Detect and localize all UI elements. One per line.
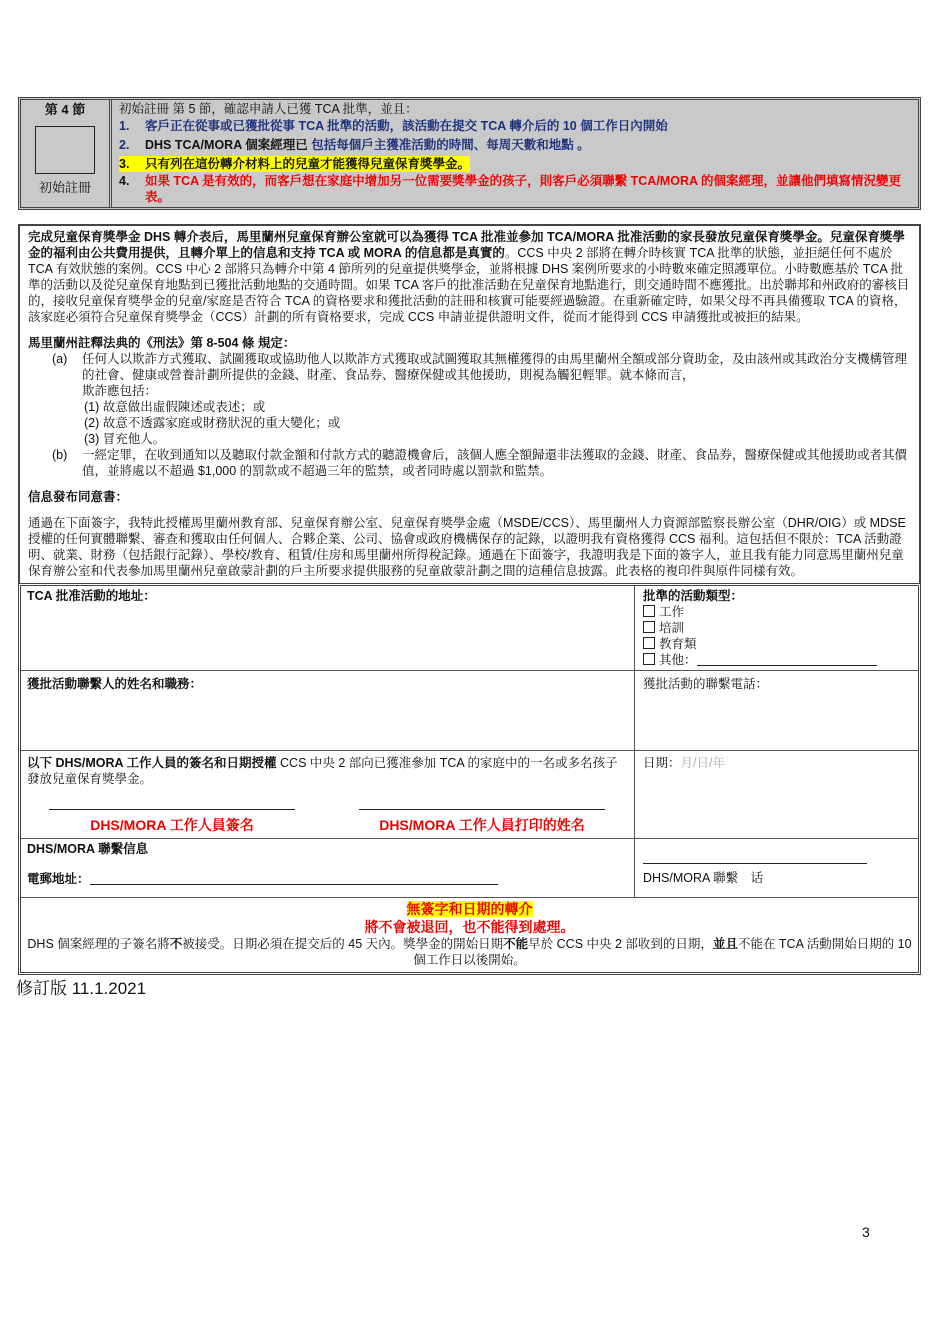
- checkbox-icon[interactable]: [643, 605, 655, 617]
- consent-title: 信息發布同意書：: [28, 490, 129, 504]
- checkbox-work[interactable]: 工作: [643, 604, 910, 620]
- authorization-cell: [21, 751, 635, 838]
- section-4-title: 第 4 節: [44, 102, 86, 117]
- form-row: [21, 751, 918, 839]
- contact-phone-field[interactable]: 獲批活動的聯繫電話：: [643, 677, 769, 691]
- email-field[interactable]: 電郵地址：: [27, 871, 628, 887]
- list-item: 1. 客戶正在從事或已獲批從事 TCA 批準的活動，該活動在提交 TCA 轉介后的 10 個工作日內開始: [119, 119, 668, 133]
- checkbox-education[interactable]: 教育類: [643, 636, 910, 652]
- list-item: 2. DHS TCA/MORA 個案經理已 包括每個戶主獲准活動的時間、每周天數和地點 。: [119, 138, 590, 152]
- checkbox-icon[interactable]: [643, 653, 655, 665]
- form-row: [21, 586, 918, 671]
- section-4-content: [112, 100, 918, 207]
- checkbox-icon[interactable]: [643, 637, 655, 649]
- contact-name-field[interactable]: 獲批活動聯繫人的姓名和職務：: [21, 671, 635, 750]
- terms-section: [18, 224, 921, 583]
- section-4-intro: 初始註冊 第 5 節，確認申請人已獲 TCA 批準，並且：: [119, 102, 418, 116]
- law-clause-b: (b) 一經定罪，在收到通知以及聽取付款金額和付款方式的聽證機會后，該個人應全額歸還非法獲取的金錢、財產、食品券，醫療保健或其他援助或者其價值，並將處以不超過 $1,000 的罰款或不超過三年的監禁，或者同時處以罰款和監禁。: [52, 448, 908, 478]
- signature-area: [27, 809, 628, 834]
- law-subitem: (3) 冒充他人。: [84, 432, 166, 446]
- section-4-box: [18, 97, 921, 210]
- section-4-label-cell: [21, 100, 112, 207]
- law-subitem: (2) 故意不透露家庭或財務狀況的重大變化；或: [84, 416, 341, 430]
- list-item: 4. 如果 TCA 是有效的，而客戶想在家庭中增加另一位需要獎學金的孩子，則客戶必須聯繫 TCA/MORA 的個案經理，並讓他們填寫情況變更表。: [119, 174, 902, 204]
- date-field[interactable]: 日期：月/日/年: [643, 756, 725, 770]
- intro-paragraph: 完成兒童保育獎學金 DHS 轉介表后，馬里蘭州兒童保育辦公室就可以為獲得 TCA 批准並參加 TCA/MORA 批准活動的家長發放兒童保育獎學金。兒童保育獎學金的福利由公共費用提供，且轉介單上的信息和支持 TCA 或 MORA 的信息都是真實的。CCS 中央 2 部將在轉介時核實 TCA 批準的狀態，並拒絕任何不處於 TCA 有效狀態的案例。CCS 中心 2 部將只為轉介中第 4 節所列的兒童提供獎學金，並將根據 DHS 案例所要求的小時數來確定照護單位。小時數應基於 TCA 批準的活動以及從兒童保育地點到已獲批活動地點的交通時間。如果 TCA 客戶的批准活動在兒童保育地點進行，則交通時間不應獲批。出於聯邦和州政府的審核目的，接收兒童保育獎學金的兒童/家庭是否符合 TCA 的資格要求和獲批活動的註冊和核實可能要經過驗證。在重新確定時，如果父母不再具備獲取 TCA 的資格，該家庭必須符合兒童保育獎學金（CCS）計劃的所有資格要求，完成 CCS 申請並提供證明文件，從而才能得到 CCS 申請獲批或被拒的結果。: [28, 230, 910, 324]
- initial-box[interactable]: [35, 126, 95, 174]
- other-input[interactable]: [697, 654, 877, 666]
- authorization-text: 以下 DHS/MORA 工作人員的簽名和日期授權 CCS 中央 2 部向已獲准參加 TCA 的家庭中的一名或多名孩子發放兒童保育獎學金。: [27, 756, 618, 786]
- phone-line[interactable]: [643, 863, 867, 864]
- checkbox-training[interactable]: 培訓: [643, 620, 910, 636]
- form-row: [21, 839, 918, 898]
- phone-label: DHS/MORA 聯繫 话: [643, 871, 764, 885]
- notice-subheading: 將不會被退回，也不能得到處理。: [364, 919, 575, 935]
- law-title: 馬里蘭州註釋法典的《刑法》第 8-504 條 規定：: [28, 336, 296, 350]
- checkbox-other[interactable]: 其他：: [643, 652, 910, 668]
- activity-type-cell: 批準的活動類型： 工作 培訓 教育類 其他：: [635, 586, 918, 670]
- dhs-phone-cell: [635, 839, 918, 897]
- notice-text: DHS 個案經理的子簽名將不被接受。日期必須在提交后的 45 天內。獎學金的開始日期不能早於 CCS 中央 2 部收到的日期，並且不能在 TCA 活動開始日期的 10 個工作日以後開始。: [27, 937, 912, 967]
- signature-line[interactable]: [49, 809, 295, 810]
- law-clause-a: (a) 任何人以欺詐方式獲取、試圖獲取或協助他人以欺詐方式獲取或試圖獲取其無權獲得的由馬里蘭州全額或部分資助金，及由該州或其政治分支機構管理的社會、健康或營養計劃所提供的金錢、財產、食品券、醫療保健或其他援助，則視為觸犯輕罪。就本條而言， 欺詐應包括：: [52, 352, 908, 398]
- initial-label: 初始註冊: [38, 180, 91, 195]
- revision-label: 修訂版 11.1.2021: [16, 979, 147, 998]
- signature-block: [27, 809, 317, 834]
- form-row: [21, 671, 918, 751]
- consent-text: 通過在下面簽字，我特此授權馬里蘭州教育部、兒童保育辦公室、兒童保育獎學金處（MSDE/CCS）、馬里蘭州人力資源部監察長辦公室（DHR/OIG）或 MDSE 授權的任何實體聯繫、審查和獲取由任何個人、合夥企業、公司、協會或政府機構保存的記錄，以證明我有資格獲得 CCS 福利。這包括但不限於：TCA 活動證明、就業、財務（包括銀行記錄）、學校/教育、租賃/住房和馬里蘭州所得稅記錄。通過在下面簽字，我證明我是下面的簽字人，並且我有能力同意馬里蘭州兒童保育辦公室和代表參加馬里蘭州兒童啟蒙計劃的戶主所要求提供服務的兒童啟蒙計劃之間的這種信息披露。此表格的複印件與原件同樣有效。: [28, 516, 906, 578]
- notice-cell: [21, 898, 918, 972]
- email-input[interactable]: [90, 873, 498, 885]
- printed-name-label: DHS/MORA 工作人員打印的姓名: [379, 817, 585, 833]
- checkbox-icon[interactable]: [643, 621, 655, 633]
- address-field[interactable]: TCA 批准活動的地址：: [21, 586, 635, 670]
- law-subitem: (1) 故意做出虛假陳述或表述；或: [84, 400, 266, 414]
- list-item: 3. 只有列在這份轉介材料上的兒童才能獲得兒童保育獎學金。: [119, 157, 471, 171]
- printed-name-block: [337, 809, 627, 834]
- printed-name-line[interactable]: [359, 809, 605, 810]
- contact-info-cell: [21, 839, 635, 897]
- page-number: 3: [862, 1224, 870, 1240]
- contact-info-label: DHS/MORA 聯繫信息: [27, 842, 149, 856]
- referral-form-table: [18, 583, 921, 975]
- signature-label: DHS/MORA 工作人員簽名: [90, 817, 254, 833]
- notice-heading: 無簽字和日期的轉介: [406, 901, 533, 917]
